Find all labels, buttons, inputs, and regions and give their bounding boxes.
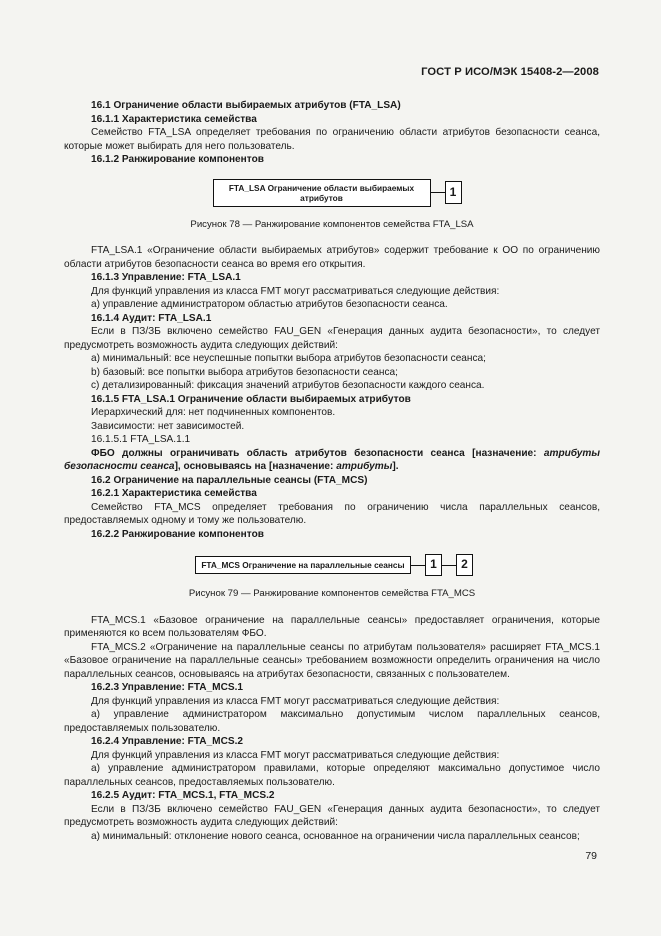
subsection-heading: 16.1.3 Управление: FTA_LSA.1: [91, 272, 241, 283]
section-heading: 16.2 Ограничение на параллельные сеансы (FTA_MCS): [91, 474, 368, 486]
fta-mcs-family-box: FTA_MCS Ограничение на параллельные сеансы: [195, 556, 411, 574]
connector-line: [442, 565, 456, 566]
list-item: b) базовый: все попытки выбора атрибутов безопасности сеанса;: [91, 366, 398, 378]
paragraph: Если в ПЗ/ЗБ включено семейство FAU_GEN «Генерация данных аудита безопасности», то следует предусмотреть возможность аудита следующих действий:: [64, 326, 600, 351]
subsection-heading: 16.1.5 FTA_LSA.1 Ограничение области выбираемых атрибутов: [91, 393, 411, 405]
paragraph: Семейство FTA_MCS определяет требования по ограничению числа параллельных сеансов, предоставляемых одному и тому же пользователю.: [64, 501, 600, 526]
paragraph: Для функций управления из класса FMT могут рассматриваться следующие действия:: [91, 695, 500, 707]
list-item: а) управление администратором максимально допустимым числом параллельных сеансов, предоставляемых пользователю.: [64, 709, 600, 734]
paragraph: FTA_LSA.1 «Ограничение области выбираемых атрибутов» содержит требование к ОО по ограничению области атрибутов безопасности сеанса во время его открытия.: [64, 245, 600, 270]
component-1-box: 1: [425, 554, 442, 576]
subsection-heading: 16.2.4 Управление: FTA_MCS.2: [91, 736, 244, 747]
figure-caption: Рисунок 79 — Ранжирование компонентов семейства FTA_MCS: [188, 588, 476, 599]
subsection-heading: 16.1.2 Ранжирование компонентов: [91, 154, 264, 165]
fta-lsa-family-box: FTA_LSA Ограничение области выбираемых атрибутов: [213, 179, 431, 207]
page-body: [64, 99, 600, 843]
paragraph: Для функций управления из класса FMT могут рассматриваться следующие действия:: [91, 749, 500, 761]
subsection-heading: 16.2.5 Аудит: FTA_MCS.1, FTA_MCS.2: [91, 790, 275, 801]
connector-line: [411, 565, 425, 566]
connector-line: [431, 192, 445, 193]
figure-78: [64, 179, 600, 232]
paragraph: FTA_MCS.2 «Ограничение на параллельные сеансы по атрибутам пользователя» расширяет FTA_MCS.1 «Базовое ограничение на параллельные сеансы» требованием возможности определить ограничения на число параллельных сеансов, основываясь на атрибутах безопасности, связанных с пользователем.: [64, 641, 600, 680]
requirement-element: ФБО должны ограничивать область атрибутов безопасности сеанса [назначение: атрибуты безопасности сеанса], основываясь на [назначение: атрибуты].: [64, 447, 600, 472]
subsection-heading: 16.1.1 Характеристика семейства: [91, 113, 257, 125]
page-number: 79: [585, 850, 597, 862]
subsection-heading: 16.2.2 Ранжирование компонентов: [91, 528, 264, 540]
figure-79: [64, 554, 600, 601]
subsection-heading: 16.2.1 Характеристика семейства: [91, 488, 257, 499]
list-item: а) минимальный: все неуспешные попытки выбора атрибутов безопасности сеанса;: [91, 353, 486, 364]
paragraph: Для функций управления из класса FMT могут рассматриваться следующие действия:: [91, 285, 500, 297]
paragraph: Если в ПЗ/ЗБ включено семейство FAU_GEN «Генерация данных аудита безопасности», то следует предусмотреть возможность аудита следующих действий:: [64, 803, 600, 828]
paragraph: Иерархический для: нет подчиненных компонентов.: [91, 407, 336, 418]
list-item: а) минимальный: отклонение нового сеанса, основанное на ограничении числа параллельных сеансов;: [91, 830, 580, 842]
paragraph: FTA_MCS.1 «Базовое ограничение на параллельные сеансы» предоставляет ограничения, которые применяются ко всем пользователям ФБО.: [64, 614, 600, 639]
list-item: а) управление администратором областью атрибутов безопасности сеанса.: [91, 299, 448, 310]
paragraph: Зависимости: нет зависимостей.: [91, 420, 245, 432]
component-1-box: 1: [445, 181, 462, 204]
figure-caption: Рисунок 78 — Ранжирование компонентов семейства FTA_LSA: [190, 218, 474, 230]
element-id: 16.1.5.1 FTA_LSA.1.1: [91, 434, 191, 445]
subsection-heading: 16.1.4 Аудит: FTA_LSA.1: [91, 312, 212, 324]
section-heading: 16.1 Ограничение области выбираемых атрибутов (FTA_LSA): [91, 100, 401, 111]
component-2-box: 2: [456, 554, 473, 576]
subsection-heading: 16.2.3 Управление: FTA_MCS.1: [91, 682, 244, 693]
list-item: а) управление администратором правилами, которые определяют максимально допустимое число параллельных сеансов, предоставляемых пользователю.: [64, 763, 600, 788]
list-item: с) детализированный: фиксация значений атрибутов безопасности каждого сеанса.: [91, 380, 485, 391]
running-header: ГОСТ Р ИСО/МЭК 15408-2—2008: [421, 66, 599, 78]
paragraph: Семейство FTA_LSA определяет требования по ограничению области атрибутов безопасности сеанса, которые может выбирать для него пользователь.: [64, 127, 600, 152]
